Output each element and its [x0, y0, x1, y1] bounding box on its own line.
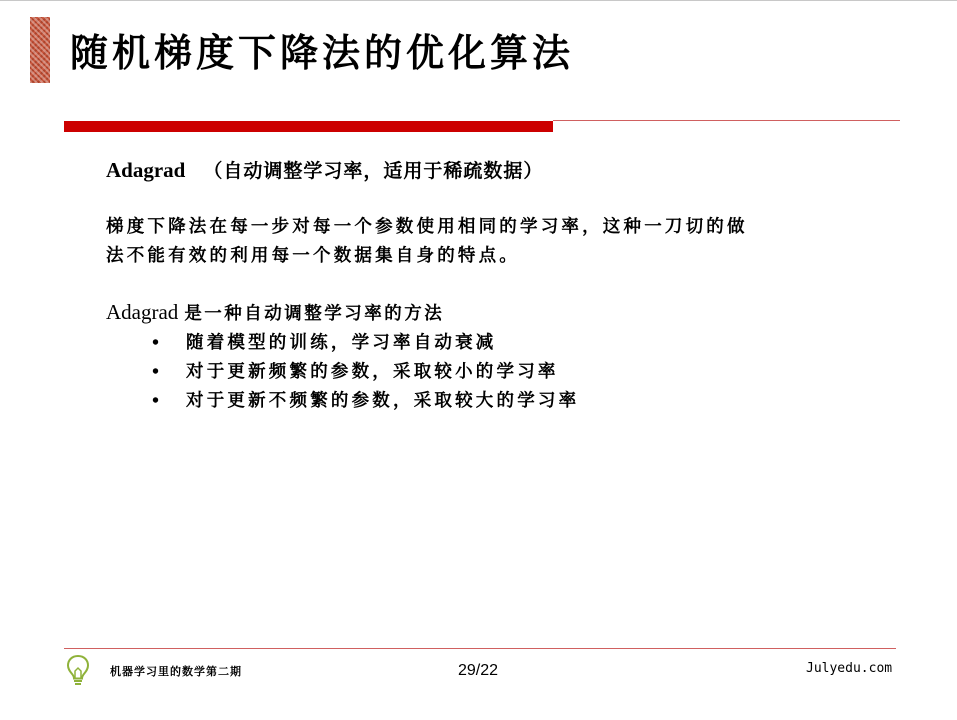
- bullet-item: [152, 358, 876, 387]
- footer-rule: [64, 648, 896, 649]
- section-heading: [106, 155, 876, 186]
- bullet-item: [152, 329, 876, 358]
- slide-content: [106, 155, 876, 416]
- footer-site: Julyedu.com: [806, 661, 893, 676]
- footer-course-title: 机器学习里的数学第二期: [110, 665, 242, 678]
- bullet-dot-icon: •: [152, 361, 160, 383]
- top-border: [0, 0, 957, 1]
- bullet-text: 随着模型的训练，学习率自动衰减: [186, 333, 497, 353]
- bullet-text: 对于更新频繁的参数，采取较小的学习率: [186, 362, 559, 382]
- intro-line: [106, 298, 876, 329]
- page-number: 29/22: [458, 662, 499, 679]
- title-marker: [30, 17, 50, 83]
- description-paragraph: [106, 213, 876, 271]
- paragraph-line: 法不能有效的利用每一个数据集自身的特点。: [106, 246, 520, 266]
- bullet-text: 对于更新不频繁的参数，采取较大的学习率: [186, 391, 580, 411]
- lightbulb-icon: [65, 654, 91, 688]
- bullet-dot-icon: •: [152, 390, 160, 412]
- bullet-list: [106, 329, 876, 416]
- paragraph-line: 梯度下降法在每一步对每一个参数使用相同的学习率，这种一刀切的做: [106, 217, 748, 237]
- heading-note: （自动调整学习率，适用于稀疏数据）: [203, 160, 544, 182]
- intro-method-name: Adagrad: [106, 300, 179, 324]
- title-underline-rule: [553, 120, 900, 121]
- slide-title: 随机梯度下降法的优化算法: [70, 30, 575, 75]
- title-underline-bar: [64, 121, 553, 132]
- heading-method-name: Adagrad: [106, 158, 186, 182]
- bullet-item: [152, 387, 876, 416]
- bullet-dot-icon: •: [152, 332, 160, 354]
- intro-text: 是一种自动调整学习率的方法: [184, 304, 445, 324]
